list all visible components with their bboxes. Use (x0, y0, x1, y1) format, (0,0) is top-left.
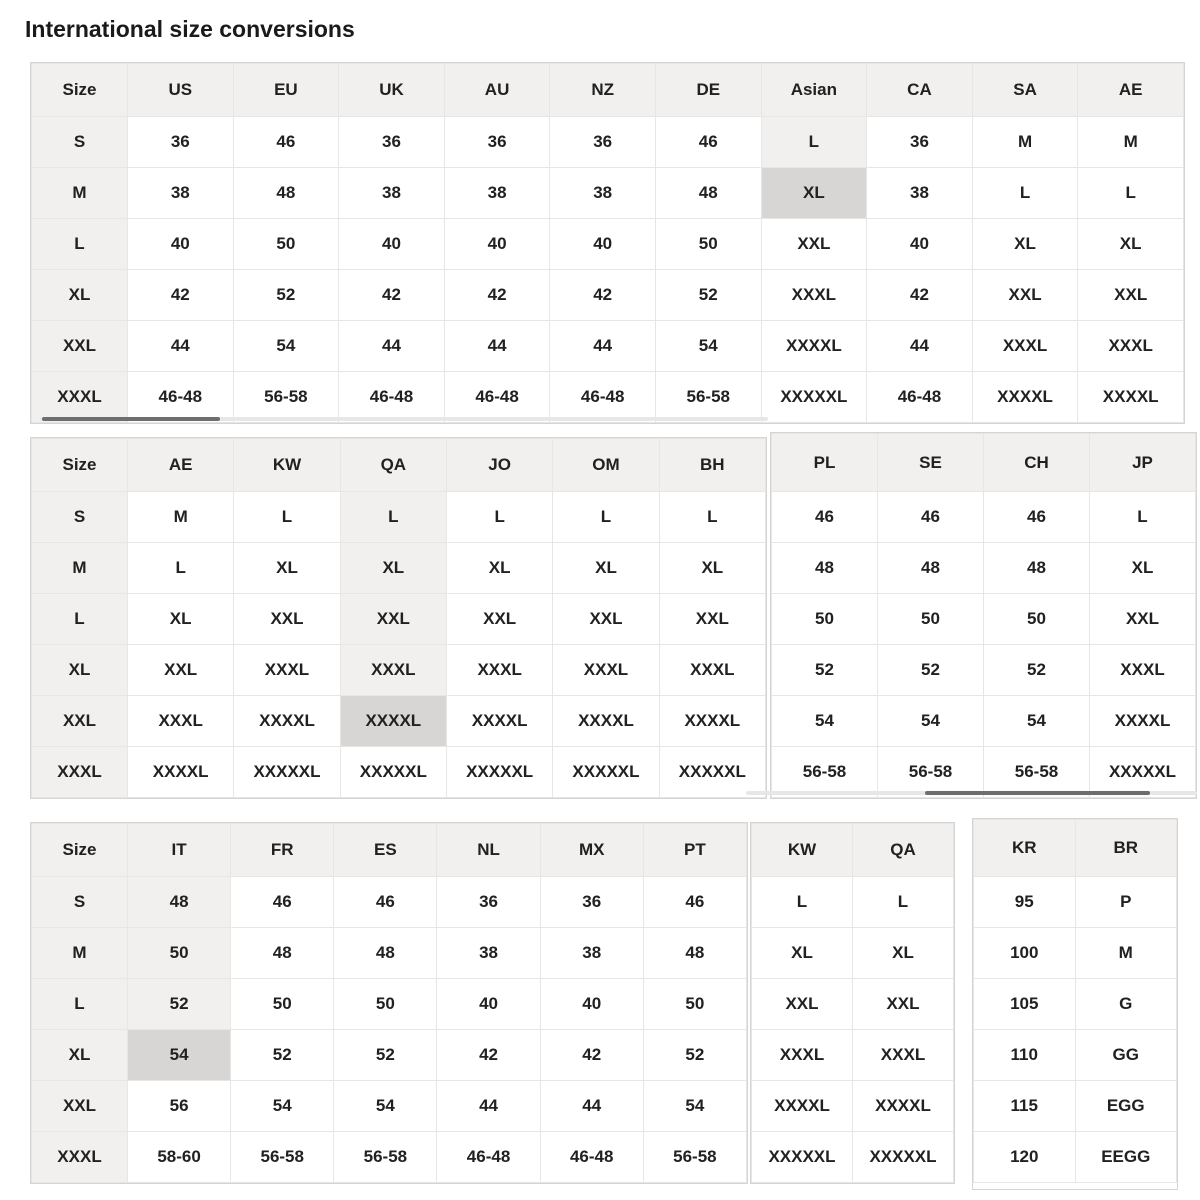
cell: XXXXXL (446, 747, 552, 798)
cell: XL (234, 543, 340, 594)
column-header-bh: BH (659, 439, 765, 492)
cell: 42 (867, 270, 973, 321)
table-segment (972, 818, 1178, 1190)
row-label: XXXL (32, 1132, 128, 1183)
cell: XXXXL (446, 696, 552, 747)
cell: L (659, 492, 765, 543)
table2-horizontal-scrollbar-thumb[interactable] (925, 791, 1150, 795)
table-row (32, 877, 747, 928)
cell: 38 (550, 168, 656, 219)
cell: L (853, 877, 954, 928)
cell: XXL (972, 270, 1078, 321)
cell: 48 (128, 877, 231, 928)
row-label: XXXL (32, 747, 128, 798)
row-label: S (32, 877, 128, 928)
cell: M (1075, 928, 1177, 979)
cell: XXXXL (972, 372, 1078, 423)
cell: 44 (550, 321, 656, 372)
column-header-om: OM (553, 439, 659, 492)
cell: 36 (867, 117, 973, 168)
cell: 44 (444, 321, 550, 372)
cell: XXL (234, 594, 340, 645)
column-header-it: IT (128, 824, 231, 877)
table-row (752, 928, 954, 979)
cell: XXXL (234, 645, 340, 696)
cell: P (1075, 877, 1177, 928)
table1-horizontal-scrollbar-thumb[interactable] (42, 417, 220, 421)
cell: 38 (128, 168, 234, 219)
column-header-de: DE (655, 64, 761, 117)
column-header-nz: NZ (550, 64, 656, 117)
row-label: L (32, 979, 128, 1030)
cell: 46-48 (339, 372, 445, 423)
table-segment (750, 822, 955, 1184)
table-row (974, 877, 1177, 928)
cell: 46 (643, 877, 746, 928)
column-header-qa: QA (853, 824, 954, 877)
cell: 48 (772, 543, 878, 594)
column-header-pt: PT (643, 824, 746, 877)
table-segment (770, 432, 1197, 799)
table-row (32, 168, 1184, 219)
cell: XXXXL (752, 1081, 853, 1132)
cell: 40 (550, 219, 656, 270)
table-row (32, 543, 766, 594)
size-table-2 (30, 437, 1197, 799)
cell: 120 (974, 1132, 1076, 1183)
cell: 38 (540, 928, 643, 979)
row-label: XXL (32, 321, 128, 372)
row-label: L (32, 219, 128, 270)
table-row (974, 1081, 1177, 1132)
cell: 44 (437, 1081, 540, 1132)
cell: 38 (437, 928, 540, 979)
cell: 50 (984, 594, 1090, 645)
cell: XL (553, 543, 659, 594)
cell: XL (752, 928, 853, 979)
column-header-size: Size (32, 824, 128, 877)
table-row (32, 219, 1184, 270)
cell: 42 (444, 270, 550, 321)
cell: 50 (231, 979, 334, 1030)
cell: 44 (867, 321, 973, 372)
table-row (752, 979, 954, 1030)
table-row (32, 270, 1184, 321)
cell: L (1090, 492, 1196, 543)
cell: XXXXL (1078, 372, 1184, 423)
cell: 46-48 (540, 1132, 643, 1183)
cell: 50 (643, 979, 746, 1030)
table-row (772, 645, 1196, 696)
cell: 52 (984, 645, 1090, 696)
cell: XXL (752, 979, 853, 1030)
row-label: XL (32, 270, 128, 321)
cell: 56-58 (233, 372, 339, 423)
cell: XXXXL (1090, 696, 1196, 747)
cell: 56-58 (334, 1132, 437, 1183)
cell: XXL (553, 594, 659, 645)
table-row (752, 877, 954, 928)
cell: XXL (446, 594, 552, 645)
cell: 36 (550, 117, 656, 168)
cell: XXXXL (340, 696, 446, 747)
table-row (32, 645, 766, 696)
column-header-se: SE (878, 434, 984, 492)
cell: 56-58 (772, 747, 878, 798)
cell: EGG (1075, 1081, 1177, 1132)
cell: 52 (878, 645, 984, 696)
cell: 56-58 (984, 747, 1090, 798)
cell: 54 (772, 696, 878, 747)
column-header-es: ES (334, 824, 437, 877)
cell: XL (1078, 219, 1184, 270)
cell: XXXXXL (853, 1132, 954, 1183)
row-label: XXXL (32, 372, 128, 423)
cell: XXXXL (128, 747, 234, 798)
cell: XL (972, 219, 1078, 270)
row-label: S (32, 492, 128, 543)
table-row (32, 117, 1184, 168)
cell: XXL (340, 594, 446, 645)
cell: 110 (974, 1030, 1076, 1081)
cell: XXXXXL (553, 747, 659, 798)
cell: XXXL (446, 645, 552, 696)
cell: 40 (437, 979, 540, 1030)
cell: 48 (231, 928, 334, 979)
cell: XXL (1090, 594, 1196, 645)
cell: 54 (643, 1081, 746, 1132)
column-header-fr: FR (231, 824, 334, 877)
cell: 40 (128, 219, 234, 270)
cell: 38 (867, 168, 973, 219)
table-row (752, 1030, 954, 1081)
cell: 56 (128, 1081, 231, 1132)
row-label: XL (32, 1030, 128, 1081)
cell: 44 (540, 1081, 643, 1132)
cell: 42 (339, 270, 445, 321)
cell: 56-58 (643, 1132, 746, 1183)
cell: XXL (1078, 270, 1184, 321)
size-table-1 (30, 62, 1185, 424)
column-header-ca: CA (867, 64, 973, 117)
cell: 38 (339, 168, 445, 219)
cell: XXXL (553, 645, 659, 696)
cell: 36 (540, 877, 643, 928)
column-header-jp: JP (1090, 434, 1196, 492)
cell: XXL (853, 979, 954, 1030)
cell: 46 (984, 492, 1090, 543)
table-segment (30, 62, 1185, 424)
cell: 46 (772, 492, 878, 543)
cell: L (972, 168, 1078, 219)
column-header-eu: EU (233, 64, 339, 117)
table-row (772, 543, 1196, 594)
cell: 54 (878, 696, 984, 747)
cell: 54 (231, 1081, 334, 1132)
table-row (772, 492, 1196, 543)
cell: 48 (643, 928, 746, 979)
cell: 54 (334, 1081, 437, 1132)
cell: XL (761, 168, 867, 219)
cell: L (553, 492, 659, 543)
column-header-sa: SA (972, 64, 1078, 117)
cell: L (446, 492, 552, 543)
column-header-kr: KR (974, 820, 1076, 877)
row-label: M (32, 168, 128, 219)
cell: 50 (334, 979, 437, 1030)
cell: XXXXXL (340, 747, 446, 798)
cell: 50 (128, 928, 231, 979)
cell: XXXL (761, 270, 867, 321)
cell: 36 (128, 117, 234, 168)
table-row (974, 928, 1177, 979)
table-segment (30, 822, 748, 1184)
cell: 50 (233, 219, 339, 270)
row-label: L (32, 594, 128, 645)
cell: 42 (550, 270, 656, 321)
cell: 36 (339, 117, 445, 168)
size-table-3 (30, 822, 1178, 1190)
cell: 48 (655, 168, 761, 219)
cell: 36 (444, 117, 550, 168)
column-header-nl: NL (437, 824, 540, 877)
cell: 46-48 (128, 372, 234, 423)
table-row (32, 747, 766, 798)
cell: 44 (339, 321, 445, 372)
cell: 50 (878, 594, 984, 645)
cell: 52 (643, 1030, 746, 1081)
cell: 54 (233, 321, 339, 372)
row-label: S (32, 117, 128, 168)
cell: 42 (540, 1030, 643, 1081)
table-row (32, 321, 1184, 372)
row-label: XXL (32, 1081, 128, 1132)
cell: 46 (878, 492, 984, 543)
cell: 48 (984, 543, 1090, 594)
cell: 48 (233, 168, 339, 219)
column-header-ae: AE (1078, 64, 1184, 117)
cell: XXXXXL (659, 747, 765, 798)
cell: 58-60 (128, 1132, 231, 1183)
table-row (32, 492, 766, 543)
column-header-br: BR (1075, 820, 1177, 877)
cell: 50 (655, 219, 761, 270)
table-row (772, 594, 1196, 645)
cell: 54 (128, 1030, 231, 1081)
cell: XXXXL (553, 696, 659, 747)
cell: XXXXXL (1090, 747, 1196, 798)
cell: XL (659, 543, 765, 594)
cell: 56-58 (231, 1132, 334, 1183)
cell: 52 (334, 1030, 437, 1081)
column-header-size: Size (32, 64, 128, 117)
column-header-ae: AE (128, 439, 234, 492)
cell: 115 (974, 1081, 1076, 1132)
cell: L (340, 492, 446, 543)
column-header-pl: PL (772, 434, 878, 492)
column-header-kw: KW (752, 824, 853, 877)
table-segment (30, 437, 767, 799)
cell: L (752, 877, 853, 928)
column-header-au: AU (444, 64, 550, 117)
cell: XXL (761, 219, 867, 270)
cell: 52 (128, 979, 231, 1030)
cell: XXXL (853, 1030, 954, 1081)
cell: M (128, 492, 234, 543)
cell: 46-48 (550, 372, 656, 423)
cell: 46-48 (444, 372, 550, 423)
cell: GG (1075, 1030, 1177, 1081)
cell: 40 (867, 219, 973, 270)
table-row (772, 696, 1196, 747)
row-label: XL (32, 645, 128, 696)
column-header-kw: KW (234, 439, 340, 492)
cell: XL (446, 543, 552, 594)
cell: 52 (233, 270, 339, 321)
cell: L (1078, 168, 1184, 219)
column-header-ch: CH (984, 434, 1090, 492)
cell: 54 (655, 321, 761, 372)
row-label: M (32, 543, 128, 594)
cell: XL (128, 594, 234, 645)
cell: XXXXL (853, 1081, 954, 1132)
cell: 100 (974, 928, 1076, 979)
cell: XXXXXL (761, 372, 867, 423)
cell: L (761, 117, 867, 168)
cell: 56-58 (655, 372, 761, 423)
cell: XL (340, 543, 446, 594)
cell: XXXL (128, 696, 234, 747)
table-row (772, 747, 1196, 798)
cell: 46-48 (437, 1132, 540, 1183)
cell: 42 (437, 1030, 540, 1081)
page-title: International size conversions (25, 16, 355, 42)
cell: 52 (655, 270, 761, 321)
cell: XXXXXL (234, 747, 340, 798)
cell: XXXL (972, 321, 1078, 372)
table-row (974, 1030, 1177, 1081)
cell: XXXL (340, 645, 446, 696)
cell: G (1075, 979, 1177, 1030)
cell: 50 (772, 594, 878, 645)
cell: XXXXL (234, 696, 340, 747)
cell: XXXXL (659, 696, 765, 747)
cell: 48 (334, 928, 437, 979)
cell: XXXXXL (752, 1132, 853, 1183)
row-label: M (32, 928, 128, 979)
cell: 46-48 (867, 372, 973, 423)
cell: XXXXL (761, 321, 867, 372)
column-header-asian: Asian (761, 64, 867, 117)
cell: XXL (659, 594, 765, 645)
cell: 46 (231, 877, 334, 928)
table-row (32, 1081, 747, 1132)
cell: XXXL (1078, 321, 1184, 372)
cell: 40 (339, 219, 445, 270)
table-row (32, 372, 1184, 423)
table-row (32, 594, 766, 645)
cell: 42 (128, 270, 234, 321)
cell: 46 (233, 117, 339, 168)
column-header-us: US (128, 64, 234, 117)
cell: 36 (437, 877, 540, 928)
cell: L (234, 492, 340, 543)
cell: XXXL (1090, 645, 1196, 696)
cell: 52 (772, 645, 878, 696)
cell: 95 (974, 877, 1076, 928)
table-row (32, 979, 747, 1030)
cell: 40 (444, 219, 550, 270)
cell: 105 (974, 979, 1076, 1030)
cell: L (128, 543, 234, 594)
cell: 52 (231, 1030, 334, 1081)
column-header-jo: JO (446, 439, 552, 492)
cell: M (972, 117, 1078, 168)
cell: XL (853, 928, 954, 979)
cell: XL (1090, 543, 1196, 594)
cell: M (1078, 117, 1184, 168)
cell: 40 (540, 979, 643, 1030)
table-row (752, 1081, 954, 1132)
cell: 56-58 (878, 747, 984, 798)
column-header-uk: UK (339, 64, 445, 117)
table-row (974, 1132, 1177, 1183)
table-row (752, 1132, 954, 1183)
column-header-qa: QA (340, 439, 446, 492)
table-row (32, 928, 747, 979)
table-row (32, 1132, 747, 1183)
cell: XXXL (659, 645, 765, 696)
table-row (974, 979, 1177, 1030)
table-row (32, 696, 766, 747)
cell: 46 (655, 117, 761, 168)
row-label: XXL (32, 696, 128, 747)
cell: 48 (878, 543, 984, 594)
cell: 44 (128, 321, 234, 372)
cell: 46 (334, 877, 437, 928)
column-header-mx: MX (540, 824, 643, 877)
cell: XXXL (752, 1030, 853, 1081)
table-row (32, 1030, 747, 1081)
cell: 38 (444, 168, 550, 219)
column-header-size: Size (32, 439, 128, 492)
cell: EEGG (1075, 1132, 1177, 1183)
cell: 54 (984, 696, 1090, 747)
cell: XXL (128, 645, 234, 696)
